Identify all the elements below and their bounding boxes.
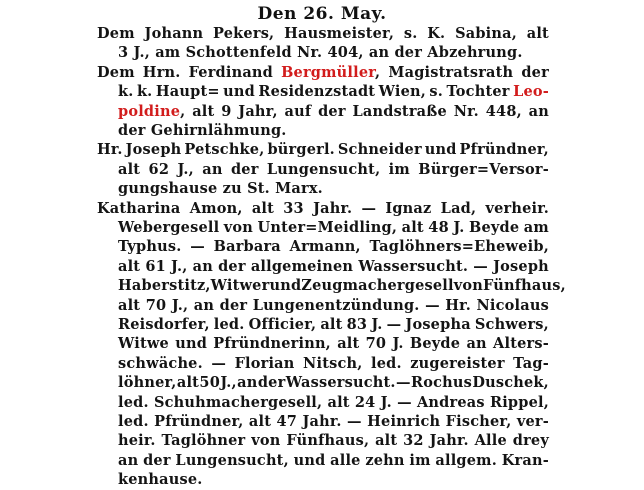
word: Amon, bbox=[189, 199, 243, 217]
word: led. bbox=[370, 354, 402, 372]
word: — bbox=[190, 238, 205, 256]
word: J., bbox=[171, 296, 189, 314]
word: der bbox=[219, 296, 248, 314]
word: drey bbox=[512, 432, 549, 450]
word: Jahr. bbox=[302, 413, 342, 430]
word: 448, bbox=[485, 102, 522, 120]
word: Schneider bbox=[337, 141, 422, 159]
word: an bbox=[528, 102, 549, 120]
word: Haberstitz, bbox=[118, 277, 211, 295]
word: k. bbox=[136, 83, 153, 101]
word: Landstraße bbox=[352, 102, 447, 120]
word: — bbox=[361, 199, 377, 217]
word: der bbox=[257, 374, 286, 392]
word: Taglöhner bbox=[161, 432, 246, 450]
word: alt bbox=[327, 393, 350, 411]
word: , bbox=[375, 63, 381, 81]
word: Hr. bbox=[97, 141, 123, 159]
word: alt bbox=[118, 296, 141, 314]
word: Lungenentzündung. bbox=[252, 296, 420, 314]
line-text: 3 J., am Schottenfeld Nr. 404, an der Abzehrung. bbox=[118, 44, 523, 62]
word: 62 bbox=[148, 160, 170, 178]
text-line bbox=[118, 393, 549, 413]
text-line bbox=[118, 179, 338, 199]
word: Bürger=Versor- bbox=[418, 160, 549, 178]
text-line bbox=[118, 412, 549, 432]
word: alt bbox=[401, 219, 424, 236]
word: J. bbox=[371, 316, 383, 333]
word: auf bbox=[284, 102, 312, 120]
word: an bbox=[118, 451, 139, 469]
text-line bbox=[97, 140, 549, 160]
word: 24 bbox=[354, 393, 376, 411]
text-line bbox=[118, 257, 549, 277]
word: J., bbox=[220, 374, 237, 392]
word: und bbox=[223, 83, 255, 101]
word: Beyde bbox=[469, 219, 520, 236]
word: 33 bbox=[283, 199, 304, 217]
word: Beyde bbox=[409, 335, 461, 353]
word: und bbox=[175, 335, 208, 353]
text-line bbox=[118, 431, 549, 451]
word: K. bbox=[427, 25, 446, 42]
word: am bbox=[523, 219, 549, 236]
word: und bbox=[424, 141, 457, 159]
word: Nicolaus bbox=[476, 296, 549, 314]
text-line bbox=[118, 218, 549, 238]
word: Fünfhaus, bbox=[482, 277, 566, 295]
word: 83 bbox=[346, 316, 368, 333]
word: 47 bbox=[276, 413, 298, 430]
word: Officier, bbox=[248, 316, 317, 333]
word: Webergesell bbox=[118, 219, 220, 236]
word: Residenzstadt bbox=[258, 83, 376, 101]
word: der bbox=[218, 257, 246, 275]
word: 48 bbox=[428, 219, 449, 236]
word: alle bbox=[330, 451, 361, 469]
word: Florian bbox=[234, 354, 295, 372]
text-line bbox=[118, 102, 549, 122]
text-line bbox=[118, 82, 549, 102]
word: Wassersucht. bbox=[285, 374, 396, 392]
word: an bbox=[193, 296, 215, 314]
word: im bbox=[409, 451, 431, 469]
word: — bbox=[395, 374, 411, 392]
word: Witwe bbox=[118, 335, 169, 353]
word: und bbox=[293, 451, 326, 469]
word: alt bbox=[375, 432, 398, 450]
word: Lad, bbox=[440, 199, 477, 217]
word: Barbara bbox=[213, 238, 281, 256]
word: Nr. bbox=[453, 102, 479, 120]
word: alt bbox=[337, 335, 360, 353]
text-line bbox=[118, 276, 566, 296]
word: von bbox=[251, 432, 281, 450]
word: J., bbox=[177, 160, 194, 178]
text-line bbox=[118, 334, 549, 354]
word: Petschke, bbox=[184, 141, 265, 159]
word: 61 bbox=[145, 257, 166, 275]
text-line bbox=[118, 373, 549, 393]
word: an bbox=[237, 374, 258, 392]
word: alt bbox=[118, 257, 141, 275]
word: 32 bbox=[403, 432, 424, 450]
word: — bbox=[347, 413, 362, 430]
word: an bbox=[202, 160, 223, 178]
highlighted-word: Leo- bbox=[513, 83, 549, 101]
word: zehn bbox=[365, 451, 405, 469]
word: 9 bbox=[221, 102, 232, 120]
word: Dem bbox=[97, 25, 135, 42]
text-line bbox=[118, 43, 549, 63]
text-line bbox=[118, 160, 549, 180]
text-line bbox=[118, 470, 238, 490]
text-line bbox=[118, 315, 549, 335]
word: löhner, bbox=[118, 374, 177, 392]
word: ver- bbox=[516, 413, 549, 430]
word: bürgerl. bbox=[267, 141, 335, 159]
word: verheir. bbox=[485, 199, 549, 217]
word: Alle bbox=[474, 432, 507, 450]
word: Ferdinand bbox=[188, 63, 274, 81]
word: J. bbox=[453, 219, 465, 236]
text-line bbox=[118, 451, 549, 471]
word: Hr. bbox=[445, 296, 471, 314]
word: Alters- bbox=[493, 335, 549, 353]
word: — bbox=[211, 354, 227, 372]
word: heir. bbox=[118, 432, 156, 450]
text-line bbox=[97, 199, 549, 219]
highlighted-word: Bergmüller bbox=[281, 63, 376, 81]
word: allgem. bbox=[435, 451, 497, 469]
word: Dem bbox=[97, 63, 135, 81]
word: von bbox=[453, 277, 483, 295]
word: Lungensucht, bbox=[175, 451, 289, 469]
word: Joseph bbox=[125, 141, 182, 159]
word: — bbox=[425, 296, 440, 314]
text-line bbox=[118, 354, 549, 374]
word: J. bbox=[380, 393, 392, 411]
word: alt bbox=[526, 25, 549, 42]
word: alt bbox=[176, 374, 200, 392]
word: — bbox=[397, 393, 412, 411]
date-heading: Den 26. May. bbox=[257, 4, 387, 24]
word: J., bbox=[171, 257, 188, 275]
word: von bbox=[223, 219, 254, 236]
word: Duschek, bbox=[472, 374, 549, 392]
word: der bbox=[318, 102, 346, 120]
word: alt bbox=[118, 160, 141, 178]
word: Schuhmachergesell, bbox=[153, 393, 323, 411]
word: — bbox=[386, 316, 402, 333]
word: Pekers, bbox=[213, 25, 275, 42]
word: Nitsch, bbox=[303, 354, 363, 372]
word: Zeugmachergesell bbox=[301, 277, 454, 295]
word: Wien, bbox=[378, 83, 426, 101]
word: Unter=Meidling, bbox=[257, 219, 398, 236]
word: Jahr. bbox=[313, 199, 353, 217]
line-text: der Gehirnlähmung. bbox=[118, 122, 287, 139]
word: — bbox=[473, 257, 488, 275]
word: Witwer bbox=[210, 277, 270, 295]
word: Jahr. bbox=[429, 432, 469, 450]
word: Jahr, bbox=[238, 102, 278, 120]
word: Typhus. bbox=[118, 238, 182, 256]
word: s. bbox=[429, 83, 444, 101]
word: 70 bbox=[365, 335, 387, 353]
word: allgemeinen bbox=[250, 257, 354, 275]
word: J. bbox=[392, 335, 404, 353]
word: Andreas bbox=[416, 393, 485, 411]
word: Pfründner, bbox=[459, 141, 549, 159]
word: an bbox=[466, 335, 487, 353]
word: alt bbox=[251, 199, 275, 217]
word: und bbox=[269, 277, 302, 295]
word: k. bbox=[118, 83, 134, 101]
word: im bbox=[388, 160, 410, 178]
word: Fischer, bbox=[445, 413, 512, 430]
word: 70 bbox=[145, 296, 167, 314]
word: Reisdorfer, bbox=[118, 316, 210, 333]
word: Armann, bbox=[289, 238, 361, 256]
word: Ignaz bbox=[385, 199, 432, 217]
word: Heinrich bbox=[367, 413, 441, 430]
word: Hausmeister, bbox=[284, 25, 395, 42]
text-line bbox=[118, 237, 549, 257]
word: Lungensucht, bbox=[266, 160, 381, 178]
word: Tochter bbox=[446, 83, 510, 101]
text-line bbox=[97, 24, 549, 44]
word: Johann bbox=[144, 25, 204, 42]
word: Pfründner, bbox=[154, 413, 244, 430]
word: Fünfhaus, bbox=[286, 432, 370, 450]
highlighted-word: poldine bbox=[118, 102, 181, 120]
word: , bbox=[180, 102, 186, 120]
word bbox=[281, 63, 380, 83]
text-line bbox=[118, 296, 549, 316]
word: Wassersucht. bbox=[358, 257, 469, 275]
word: Taglöhners=Eheweib, bbox=[369, 238, 549, 256]
word: Hrn. bbox=[142, 63, 181, 81]
word: der bbox=[143, 451, 171, 469]
word: Katharina bbox=[97, 199, 181, 217]
word: 50 bbox=[199, 374, 221, 392]
text-line bbox=[97, 63, 549, 83]
word: Rippel, bbox=[489, 393, 549, 411]
word: Tag- bbox=[513, 354, 549, 372]
word: alt bbox=[248, 413, 272, 430]
word: Sabina, bbox=[455, 25, 517, 42]
word: der bbox=[521, 63, 549, 81]
line-text: gungshause zu St. Marx. bbox=[118, 180, 323, 198]
word: led. bbox=[118, 413, 149, 430]
word: der bbox=[230, 160, 259, 178]
word: zugereister bbox=[410, 354, 505, 372]
word: Schwers, bbox=[474, 316, 549, 333]
word: Pfründnerinn, bbox=[213, 335, 331, 353]
word: Magistratsrath bbox=[388, 63, 514, 81]
word: led. bbox=[118, 393, 149, 411]
word: s. bbox=[403, 25, 418, 42]
word: an bbox=[192, 257, 213, 275]
text-line bbox=[118, 121, 318, 141]
word: alt bbox=[192, 102, 215, 120]
word: alt bbox=[320, 316, 343, 333]
word: Joseph bbox=[493, 257, 549, 275]
word: Kran- bbox=[501, 451, 549, 469]
word bbox=[118, 102, 185, 122]
word: Haupt= bbox=[155, 83, 220, 101]
word: schwäche. bbox=[118, 354, 203, 372]
line-text: kenhause. bbox=[118, 471, 203, 489]
word: Rochus bbox=[411, 374, 473, 392]
word: led. bbox=[213, 316, 245, 333]
word: Josepha bbox=[405, 316, 471, 333]
